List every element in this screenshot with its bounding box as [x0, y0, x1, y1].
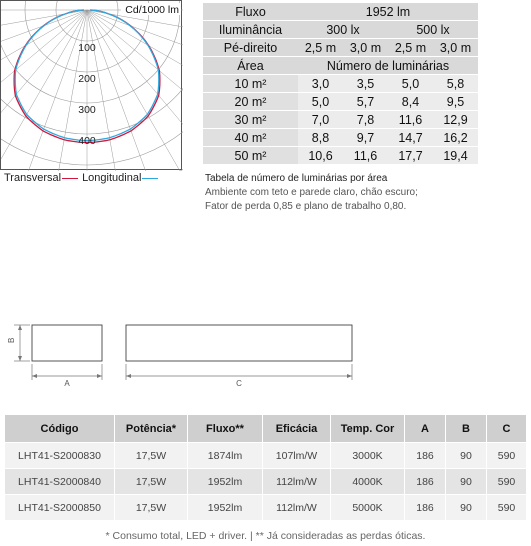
area-header-row: [203, 57, 478, 74]
cell-flux: 1952lm: [188, 469, 263, 495]
legend-transversal-label: Transversal: [4, 172, 62, 184]
cell-c: 590: [487, 443, 527, 469]
count-cell: 8,4: [388, 93, 433, 110]
count-cell: 9,5: [433, 93, 478, 110]
cell-color-temp: 3000K: [331, 443, 405, 469]
legend-longitudinal-label: Longitudinal: [82, 172, 142, 184]
col-header-code: Código: [5, 415, 115, 443]
count-cell: 7,0: [298, 111, 343, 128]
cell-b: 90: [446, 443, 487, 469]
count-cell: 17,7: [388, 147, 433, 164]
cell-color-temp: 4000K: [331, 469, 405, 495]
cell-power: 17,5W: [115, 443, 188, 469]
illuminance-label: Iluminância: [203, 21, 298, 38]
table-note-title: Tabela de número de luminárias por área: [205, 173, 388, 184]
cell-code: LHT41-S2000840: [5, 469, 115, 495]
area-cell: 50 m²: [203, 147, 298, 164]
count-cell: 9,7: [343, 129, 388, 146]
height-cell: 3,0 m: [433, 39, 478, 56]
count-cell: 14,7: [388, 129, 433, 146]
count-cell: 11,6: [388, 111, 433, 128]
area-cell: 10 m²: [203, 75, 298, 92]
cell-a: 186: [405, 469, 446, 495]
flux-row: [203, 3, 478, 20]
cell-code: LHT41-S2000830: [5, 443, 115, 469]
cell-power: 17,5W: [115, 495, 188, 521]
count-cell: 5,0: [298, 93, 343, 110]
col-header-b: B: [446, 415, 487, 443]
count-cell: 5,7: [343, 93, 388, 110]
area-cell: 40 m²: [203, 129, 298, 146]
cell-c: 590: [487, 495, 527, 521]
count-cell: 8,8: [298, 129, 343, 146]
footnote: * Consumo total, LED + driver. | ** Já consideradas as perdas óticas.: [105, 530, 426, 542]
count-cell: 7,8: [343, 111, 388, 128]
table-row: [203, 75, 478, 92]
col-header-power: Potência*: [115, 415, 188, 443]
cell-power: 17,5W: [115, 469, 188, 495]
table-note-line-1: Ambiente com teto e parede claro, chão escuro;: [205, 187, 418, 198]
luminaire-count-label: Número de luminárias: [298, 57, 478, 74]
table-row: [5, 495, 527, 521]
ceiling-height-label: Pé-direito: [203, 39, 298, 56]
illuminance-row: [203, 21, 478, 38]
cell-efficacy: 112lm/W: [263, 469, 331, 495]
cell-c: 590: [487, 469, 527, 495]
cell-efficacy: 112lm/W: [263, 495, 331, 521]
table-row: [203, 93, 478, 110]
count-cell: 19,4: [433, 147, 478, 164]
legend-transversal-swatch: [62, 178, 78, 179]
polar-intensity-chart: [0, 0, 182, 170]
height-cell: 2,5 m: [298, 39, 343, 56]
polar-tick-400: 400: [78, 135, 96, 147]
col-header-a: A: [405, 415, 446, 443]
count-cell: 3,5: [343, 75, 388, 92]
legend-longitudinal-swatch: [142, 178, 158, 179]
area-cell: 30 m²: [203, 111, 298, 128]
cell-code: LHT41-S2000850: [5, 495, 115, 521]
height-cell: 3,0 m: [343, 39, 388, 56]
cell-flux: 1952lm: [188, 495, 263, 521]
cell-b: 90: [446, 495, 487, 521]
table-row: [203, 147, 478, 164]
product-spec-table: [4, 414, 527, 521]
polar-tick-300: 300: [78, 104, 96, 116]
table-row: [5, 469, 527, 495]
polar-unit-label: Cd/1000 lm: [125, 4, 179, 16]
cell-b: 90: [446, 469, 487, 495]
count-cell: 11,6: [343, 147, 388, 164]
count-cell: 12,9: [433, 111, 478, 128]
dimension-label-c: C: [236, 379, 242, 388]
area-cell: 20 m²: [203, 93, 298, 110]
col-header-c: C: [487, 415, 527, 443]
illuminance-500: 500 lx: [388, 21, 478, 38]
side-view-outline: [126, 325, 352, 361]
dimension-label-b: B: [7, 337, 16, 343]
dimension-label-a: A: [64, 379, 70, 388]
polar-tick-200: 200: [78, 73, 96, 85]
cell-efficacy: 107lm/W: [263, 443, 331, 469]
dimension-drawing: [0, 312, 531, 390]
count-cell: 3,0: [298, 75, 343, 92]
polar-legend: [4, 172, 162, 184]
table-row: [203, 111, 478, 128]
col-header-flux: Fluxo**: [188, 415, 263, 443]
area-label: Área: [203, 57, 298, 74]
col-header-efficacy: Eficácia: [263, 415, 331, 443]
flux-value: 1952 lm: [298, 3, 478, 20]
table-row: [5, 443, 527, 469]
cell-color-temp: 5000K: [331, 495, 405, 521]
count-cell: 5,0: [388, 75, 433, 92]
col-header-color-temp: Temp. Cor: [331, 415, 405, 443]
table-row: [203, 129, 478, 146]
height-cell: 2,5 m: [388, 39, 433, 56]
polar-diagram: [1, 1, 183, 171]
cell-a: 186: [405, 443, 446, 469]
spec-header-row: [5, 415, 527, 443]
flux-label: Fluxo: [203, 3, 298, 20]
cell-a: 186: [405, 495, 446, 521]
count-cell: 16,2: [433, 129, 478, 146]
count-cell: 10,6: [298, 147, 343, 164]
ceiling-height-row: [203, 39, 478, 56]
table-note-line-2: Fator de perda 0,85 e plano de trabalho 0,80.: [205, 201, 407, 212]
luminaire-count-table: [203, 2, 478, 165]
table-note: [205, 172, 418, 214]
polar-tick-100: 100: [78, 42, 96, 54]
cell-flux: 1874lm: [188, 443, 263, 469]
count-cell: 5,8: [433, 75, 478, 92]
illuminance-300: 300 lx: [298, 21, 388, 38]
end-view-outline: [32, 325, 102, 361]
